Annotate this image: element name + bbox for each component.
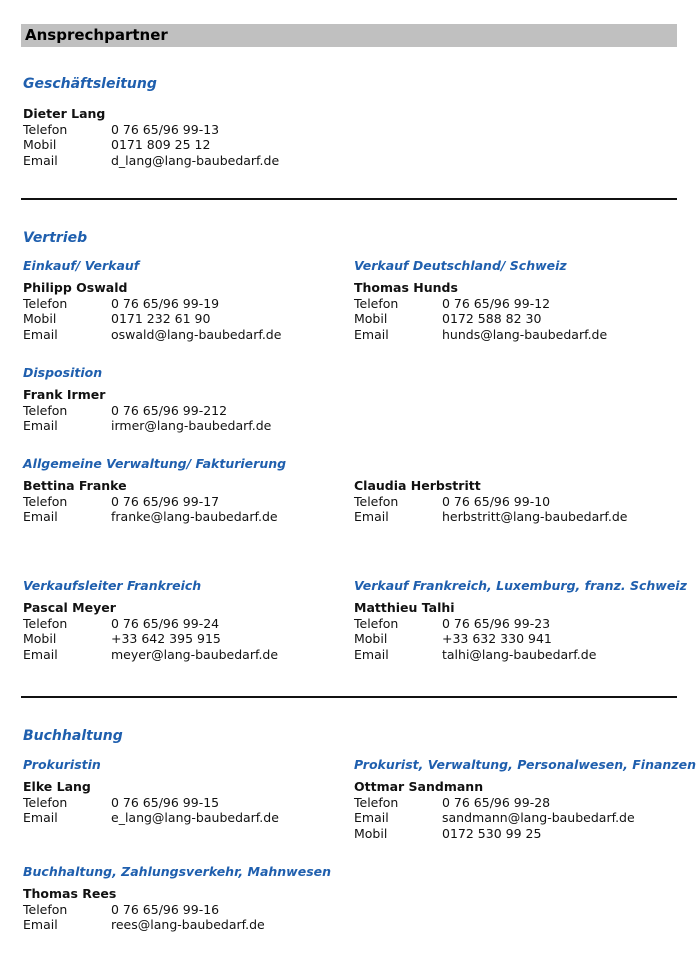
contact-field-label: Telefon bbox=[23, 402, 68, 418]
contact-field-label: Telefon bbox=[354, 295, 399, 311]
contact-row bbox=[23, 616, 278, 632]
contact-field-label: Mobil bbox=[354, 631, 388, 646]
contact-philipp-oswald bbox=[23, 280, 281, 342]
contact-field-label: Email bbox=[23, 917, 58, 932]
contact-row bbox=[354, 647, 596, 663]
contact-field-value: 0171 232 61 90 bbox=[111, 311, 211, 326]
contact-row bbox=[23, 917, 265, 933]
contact-field-value: 0 76 65/96 99-212 bbox=[111, 402, 228, 418]
contact-field-label: Email bbox=[354, 810, 389, 825]
contact-field-label: Mobil bbox=[354, 311, 388, 326]
contact-field-label: Mobil bbox=[354, 825, 388, 841]
contact-name: Ottmar Sandmann bbox=[354, 779, 484, 794]
contact-name: Philipp Oswald bbox=[23, 280, 128, 295]
contact-row bbox=[23, 403, 271, 419]
contact-field-label: Email bbox=[23, 646, 58, 662]
contact-field-value: hunds@lang-baubedarf.de bbox=[442, 326, 608, 342]
contact-row bbox=[354, 616, 596, 632]
contact-field-label: Email bbox=[23, 810, 58, 825]
contact-row bbox=[354, 631, 596, 647]
contact-row bbox=[23, 153, 279, 169]
contact-name: Dieter Lang bbox=[23, 106, 106, 121]
group-title-verkauf-de-ch: Verkauf Deutschland/ Schweiz bbox=[354, 258, 567, 273]
contact-field-label: Email bbox=[354, 646, 389, 662]
contact-row bbox=[23, 810, 279, 826]
contact-bettina-franke bbox=[23, 478, 278, 525]
contact-field-value: talhi@lang-baubedarf.de bbox=[442, 646, 597, 662]
contact-field-value: 0 76 65/96 99-28 bbox=[442, 794, 551, 810]
contact-ottmar-sandmann bbox=[354, 779, 635, 841]
contact-field-value: 0 76 65/96 99-12 bbox=[442, 295, 551, 311]
group-title-zahlungsverkehr: Buchhaltung, Zahlungsverkehr, Mahnwesen bbox=[23, 864, 332, 879]
contact-field-value: 0172 530 99 25 bbox=[442, 825, 542, 841]
contact-row bbox=[23, 509, 278, 525]
contact-field-value: 0 76 65/96 99-13 bbox=[111, 121, 220, 137]
contact-name: Pascal Meyer bbox=[23, 600, 116, 615]
contact-elke-lang bbox=[23, 779, 279, 826]
contact-row bbox=[354, 327, 607, 343]
contact-field-value: +33 642 395 915 bbox=[111, 631, 221, 646]
contact-thomas-hunds bbox=[354, 280, 607, 342]
contact-field-value: +33 632 330 941 bbox=[442, 631, 552, 646]
contact-row bbox=[23, 647, 278, 663]
contact-name: Frank Irmer bbox=[23, 387, 106, 402]
group-title-verkaufsleiter-frankreich: Verkaufsleiter Frankreich bbox=[23, 578, 202, 593]
contact-field-value: meyer@lang-baubedarf.de bbox=[111, 646, 279, 662]
contact-field-value: rees@lang-baubedarf.de bbox=[111, 917, 265, 932]
group-title-einkauf-verkauf: Einkauf/ Verkauf bbox=[23, 258, 140, 273]
contact-field-label: Mobil bbox=[23, 137, 57, 152]
contact-field-value: 0 76 65/96 99-23 bbox=[442, 615, 551, 631]
contact-field-label: Telefon bbox=[23, 901, 68, 917]
contact-field-value: d_lang@lang-baubedarf.de bbox=[111, 152, 280, 168]
contact-row bbox=[354, 296, 607, 312]
contact-field-label: Email bbox=[354, 326, 389, 342]
contact-name: Claudia Herbstritt bbox=[354, 478, 481, 493]
section-title-geschaeftsleitung: Geschäftsleitung bbox=[23, 76, 157, 92]
contact-field-label: Email bbox=[23, 152, 58, 168]
contact-name: Thomas Rees bbox=[23, 886, 117, 901]
group-title-prokurist: Prokurist, Verwaltung, Personalwesen, Finanzen bbox=[354, 757, 696, 772]
contact-field-label: Telefon bbox=[354, 794, 399, 810]
contact-field-label: Email bbox=[23, 418, 58, 433]
contact-row bbox=[23, 122, 279, 138]
contact-row bbox=[354, 795, 635, 811]
contact-row bbox=[23, 311, 281, 327]
contact-name: Thomas Hunds bbox=[354, 280, 458, 295]
contact-field-value: herbstritt@lang-baubedarf.de bbox=[442, 509, 628, 524]
contact-row bbox=[23, 296, 281, 312]
contact-field-value: oswald@lang-baubedarf.de bbox=[111, 326, 282, 342]
contact-field-value: 0 76 65/96 99-15 bbox=[111, 794, 220, 810]
contact-row bbox=[23, 902, 265, 918]
contact-field-value: 0 76 65/96 99-24 bbox=[111, 615, 220, 631]
contact-row bbox=[23, 494, 278, 510]
contact-row bbox=[354, 509, 627, 525]
contact-field-label: Telefon bbox=[23, 121, 68, 137]
contact-field-label: Telefon bbox=[23, 794, 68, 810]
contact-field-label: Email bbox=[23, 509, 58, 524]
group-title-prokuristin: Prokuristin bbox=[23, 757, 101, 772]
contact-row bbox=[23, 137, 279, 153]
contact-field-value: 0172 588 82 30 bbox=[442, 311, 542, 326]
contact-field-label: Mobil bbox=[23, 311, 57, 326]
contact-field-value: franke@lang-baubedarf.de bbox=[111, 509, 278, 524]
contact-field-label: Telefon bbox=[23, 615, 68, 631]
group-title-allgemeine-verwaltung: Allgemeine Verwaltung/ Fakturierung bbox=[23, 456, 287, 471]
page-title: Ansprechpartner bbox=[25, 26, 168, 44]
contact-pascal-meyer bbox=[23, 600, 278, 662]
contact-claudia-herbstritt bbox=[354, 478, 627, 525]
title-bar bbox=[21, 24, 677, 47]
contact-row bbox=[23, 418, 271, 434]
section-title-vertrieb: Vertrieb bbox=[23, 230, 88, 246]
contact-dieter-lang bbox=[23, 106, 279, 168]
contact-field-value: 0 76 65/96 99-17 bbox=[111, 493, 220, 509]
contact-row bbox=[23, 631, 278, 647]
contact-field-label: Email bbox=[23, 326, 58, 342]
contact-field-value: sandmann@lang-baubedarf.de bbox=[442, 810, 635, 825]
contact-row bbox=[354, 810, 635, 826]
contact-name: Matthieu Talhi bbox=[354, 600, 455, 615]
group-title-verkauf-frankreich: Verkauf Frankreich, Luxemburg, franz. Schweiz bbox=[354, 578, 687, 593]
contact-row bbox=[23, 795, 279, 811]
contact-matthieu-talhi bbox=[354, 600, 596, 662]
contact-name: Bettina Franke bbox=[23, 478, 127, 493]
contact-row bbox=[354, 311, 607, 327]
group-title-disposition: Disposition bbox=[23, 365, 103, 380]
contact-field-label: Telefon bbox=[354, 615, 399, 631]
contact-frank-irmer bbox=[23, 387, 271, 434]
contact-field-value: 0171 809 25 12 bbox=[111, 137, 211, 152]
contact-field-value: e_lang@lang-baubedarf.de bbox=[111, 810, 279, 825]
contact-field-value: 0 76 65/96 99-10 bbox=[442, 493, 551, 509]
contact-thomas-rees bbox=[23, 886, 265, 933]
contact-field-label: Mobil bbox=[23, 631, 57, 646]
contact-name: Elke Lang bbox=[23, 779, 91, 794]
contact-row bbox=[354, 494, 627, 510]
divider bbox=[21, 198, 677, 200]
contact-field-label: Email bbox=[354, 509, 389, 524]
contact-field-label: Telefon bbox=[23, 493, 68, 509]
contact-field-value: 0 76 65/96 99-16 bbox=[111, 901, 220, 917]
contact-field-value: 0 76 65/96 99-19 bbox=[111, 295, 220, 311]
contact-field-label: Telefon bbox=[23, 295, 68, 311]
contact-field-value: irmer@lang-baubedarf.de bbox=[111, 418, 272, 433]
contact-field-label: Telefon bbox=[354, 493, 399, 509]
contact-row bbox=[354, 826, 635, 842]
contact-row bbox=[23, 327, 281, 343]
divider bbox=[21, 696, 677, 698]
section-title-buchhaltung: Buchhaltung bbox=[23, 728, 123, 744]
